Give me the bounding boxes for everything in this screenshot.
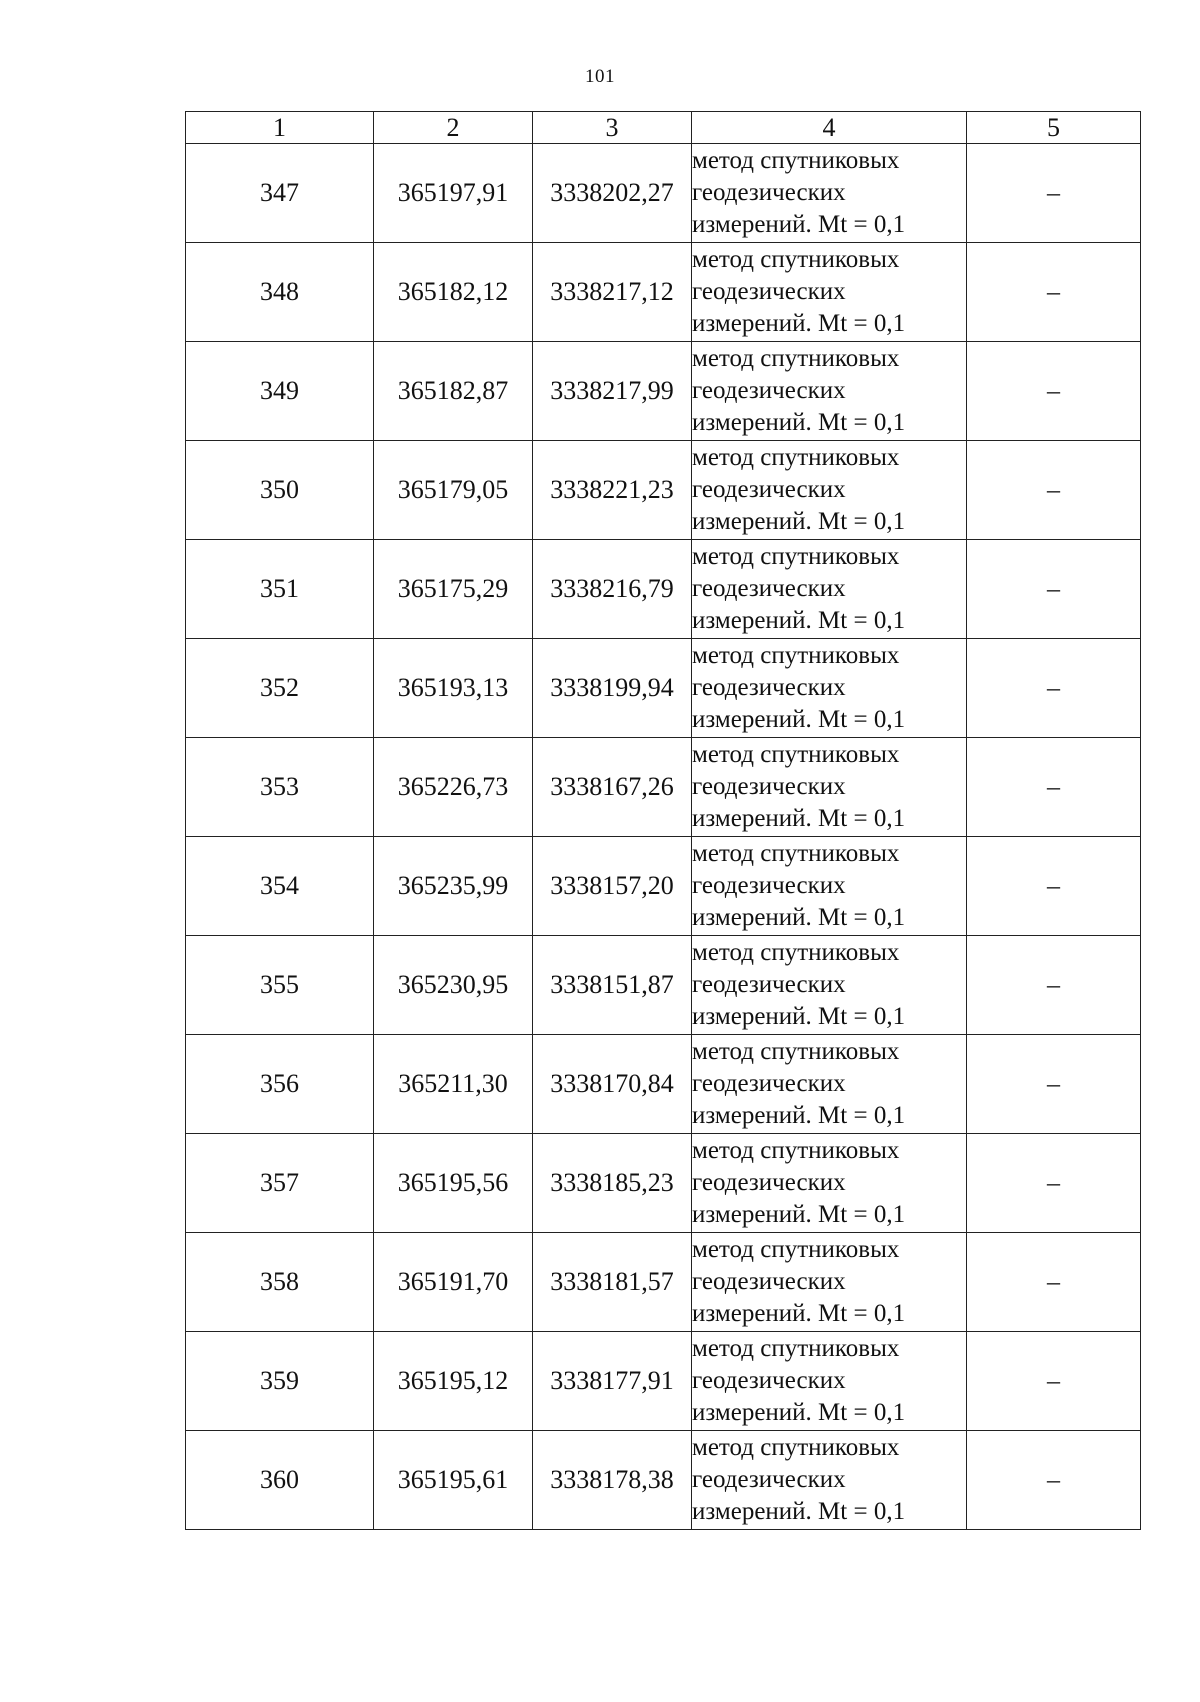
- method-line-3: измерений. Mt = 0,1: [692, 1201, 906, 1228]
- method-line-3: измерений. Mt = 0,1: [692, 310, 906, 337]
- description-cell: –: [967, 1332, 1141, 1431]
- x-coordinate-cell: 365182,12: [374, 243, 533, 342]
- point-number-cell: 348: [186, 243, 374, 342]
- x-coordinate-cell: 365230,95: [374, 936, 533, 1035]
- description-cell: –: [967, 243, 1141, 342]
- description-cell: –: [967, 144, 1141, 243]
- x-coordinate-cell: 365211,30: [374, 1035, 533, 1134]
- y-coordinate-cell: 3338151,87: [533, 936, 692, 1035]
- table-row: [186, 144, 1141, 243]
- method-line-3: измерений. Mt = 0,1: [692, 904, 906, 931]
- description-cell: –: [967, 837, 1141, 936]
- method-line-2: геодезических: [692, 1169, 846, 1196]
- point-number-cell: 351: [186, 540, 374, 639]
- method-line-3: измерений. Mt = 0,1: [692, 805, 906, 832]
- description-cell: –: [967, 441, 1141, 540]
- column-header-3: 3: [533, 112, 692, 144]
- point-number-cell: 350: [186, 441, 374, 540]
- x-coordinate-cell: 365182,87: [374, 342, 533, 441]
- method-line-2: геодезических: [692, 575, 846, 602]
- description-cell: –: [967, 1035, 1141, 1134]
- column-header-4: 4: [692, 112, 967, 144]
- method-line-3: измерений. Mt = 0,1: [692, 706, 906, 733]
- method-line-3: измерений. Mt = 0,1: [692, 607, 906, 634]
- point-number-cell: 359: [186, 1332, 374, 1431]
- x-coordinate-cell: 365197,91: [374, 144, 533, 243]
- x-coordinate-cell: 365195,61: [374, 1431, 533, 1530]
- method-cell: [692, 1431, 967, 1530]
- description-cell: –: [967, 342, 1141, 441]
- method-line-1: метод спутниковых: [692, 345, 900, 372]
- method-line-1: метод спутниковых: [692, 642, 900, 669]
- description-cell: –: [967, 936, 1141, 1035]
- method-line-3: измерений. Mt = 0,1: [692, 508, 906, 535]
- point-number-cell: 358: [186, 1233, 374, 1332]
- y-coordinate-cell: 3338199,94: [533, 639, 692, 738]
- x-coordinate-cell: 365195,56: [374, 1134, 533, 1233]
- method-line-3: измерений. Mt = 0,1: [692, 1300, 906, 1327]
- x-coordinate-cell: 365195,12: [374, 1332, 533, 1431]
- point-number-cell: 357: [186, 1134, 374, 1233]
- x-coordinate-cell: 365226,73: [374, 738, 533, 837]
- table-row: [186, 1035, 1141, 1134]
- y-coordinate-cell: 3338177,91: [533, 1332, 692, 1431]
- method-line-2: геодезических: [692, 1268, 846, 1295]
- method-line-2: геодезических: [692, 1367, 846, 1394]
- method-cell: [692, 936, 967, 1035]
- method-line-1: метод спутниковых: [692, 1236, 900, 1263]
- method-line-2: геодезических: [692, 377, 846, 404]
- point-number-cell: 347: [186, 144, 374, 243]
- description-cell: –: [967, 1134, 1141, 1233]
- description-cell: –: [967, 540, 1141, 639]
- table-row: [186, 540, 1141, 639]
- y-coordinate-cell: 3338217,99: [533, 342, 692, 441]
- table-row: [186, 837, 1141, 936]
- description-cell: –: [967, 639, 1141, 738]
- method-line-1: метод спутниковых: [692, 939, 900, 966]
- point-number-cell: 355: [186, 936, 374, 1035]
- method-line-3: измерений. Mt = 0,1: [692, 1498, 906, 1525]
- method-line-1: метод спутниковых: [692, 1335, 900, 1362]
- method-line-1: метод спутниковых: [692, 1434, 900, 1461]
- y-coordinate-cell: 3338185,23: [533, 1134, 692, 1233]
- method-line-2: геодезических: [692, 278, 846, 305]
- table-row: [186, 342, 1141, 441]
- y-coordinate-cell: 3338202,27: [533, 144, 692, 243]
- method-line-1: метод спутниковых: [692, 1137, 900, 1164]
- point-number-cell: 353: [186, 738, 374, 837]
- y-coordinate-cell: 3338170,84: [533, 1035, 692, 1134]
- method-line-3: измерений. Mt = 0,1: [692, 409, 906, 436]
- point-number-cell: 349: [186, 342, 374, 441]
- method-cell: [692, 540, 967, 639]
- table-header-row: [186, 112, 1141, 144]
- point-number-cell: 352: [186, 639, 374, 738]
- method-cell: [692, 1332, 967, 1431]
- table-row: [186, 738, 1141, 837]
- method-line-3: измерений. Mt = 0,1: [692, 1102, 906, 1129]
- method-cell: [692, 342, 967, 441]
- method-line-1: метод спутниковых: [692, 444, 900, 471]
- description-cell: –: [967, 738, 1141, 837]
- x-coordinate-cell: 365179,05: [374, 441, 533, 540]
- y-coordinate-cell: 3338221,23: [533, 441, 692, 540]
- column-header-2: 2: [374, 112, 533, 144]
- description-cell: –: [967, 1431, 1141, 1530]
- table-row: [186, 936, 1141, 1035]
- method-cell: [692, 243, 967, 342]
- method-line-2: геодезических: [692, 1070, 846, 1097]
- method-line-1: метод спутниковых: [692, 147, 900, 174]
- table-row: [186, 243, 1141, 342]
- method-cell: [692, 639, 967, 738]
- method-cell: [692, 837, 967, 936]
- method-line-1: метод спутниковых: [692, 246, 900, 273]
- method-line-1: метод спутниковых: [692, 543, 900, 570]
- table-row: [186, 1332, 1141, 1431]
- method-line-1: метод спутниковых: [692, 741, 900, 768]
- y-coordinate-cell: 3338181,57: [533, 1233, 692, 1332]
- x-coordinate-cell: 365175,29: [374, 540, 533, 639]
- method-cell: [692, 738, 967, 837]
- method-line-2: геодезических: [692, 1466, 846, 1493]
- method-line-1: метод спутниковых: [692, 840, 900, 867]
- method-line-2: геодезических: [692, 179, 846, 206]
- table-row: [186, 441, 1141, 540]
- point-number-cell: 360: [186, 1431, 374, 1530]
- method-line-2: геодезических: [692, 773, 846, 800]
- method-line-3: измерений. Mt = 0,1: [692, 1003, 906, 1030]
- point-number-cell: 354: [186, 837, 374, 936]
- y-coordinate-cell: 3338216,79: [533, 540, 692, 639]
- method-line-2: геодезических: [692, 971, 846, 998]
- table-row: [186, 1431, 1141, 1530]
- y-coordinate-cell: 3338217,12: [533, 243, 692, 342]
- method-cell: [692, 441, 967, 540]
- table-row: [186, 639, 1141, 738]
- method-line-3: измерений. Mt = 0,1: [692, 1399, 906, 1426]
- table-row: [186, 1134, 1141, 1233]
- method-cell: [692, 1233, 967, 1332]
- page-number: 101: [585, 66, 615, 87]
- method-cell: [692, 1134, 967, 1233]
- method-cell: [692, 1035, 967, 1134]
- method-line-1: метод спутниковых: [692, 1038, 900, 1065]
- y-coordinate-cell: 3338167,26: [533, 738, 692, 837]
- table-row: [186, 1233, 1141, 1332]
- description-cell: –: [967, 1233, 1141, 1332]
- column-header-1: 1: [186, 112, 374, 144]
- x-coordinate-cell: 365191,70: [374, 1233, 533, 1332]
- point-number-cell: 356: [186, 1035, 374, 1134]
- x-coordinate-cell: 365193,13: [374, 639, 533, 738]
- method-line-3: измерений. Mt = 0,1: [692, 211, 906, 238]
- method-line-2: геодезических: [692, 674, 846, 701]
- column-header-5: 5: [967, 112, 1141, 144]
- coordinates-table: [185, 111, 1141, 1530]
- y-coordinate-cell: 3338157,20: [533, 837, 692, 936]
- method-line-2: геодезических: [692, 872, 846, 899]
- method-cell: [692, 144, 967, 243]
- method-line-2: геодезических: [692, 476, 846, 503]
- y-coordinate-cell: 3338178,38: [533, 1431, 692, 1530]
- x-coordinate-cell: 365235,99: [374, 837, 533, 936]
